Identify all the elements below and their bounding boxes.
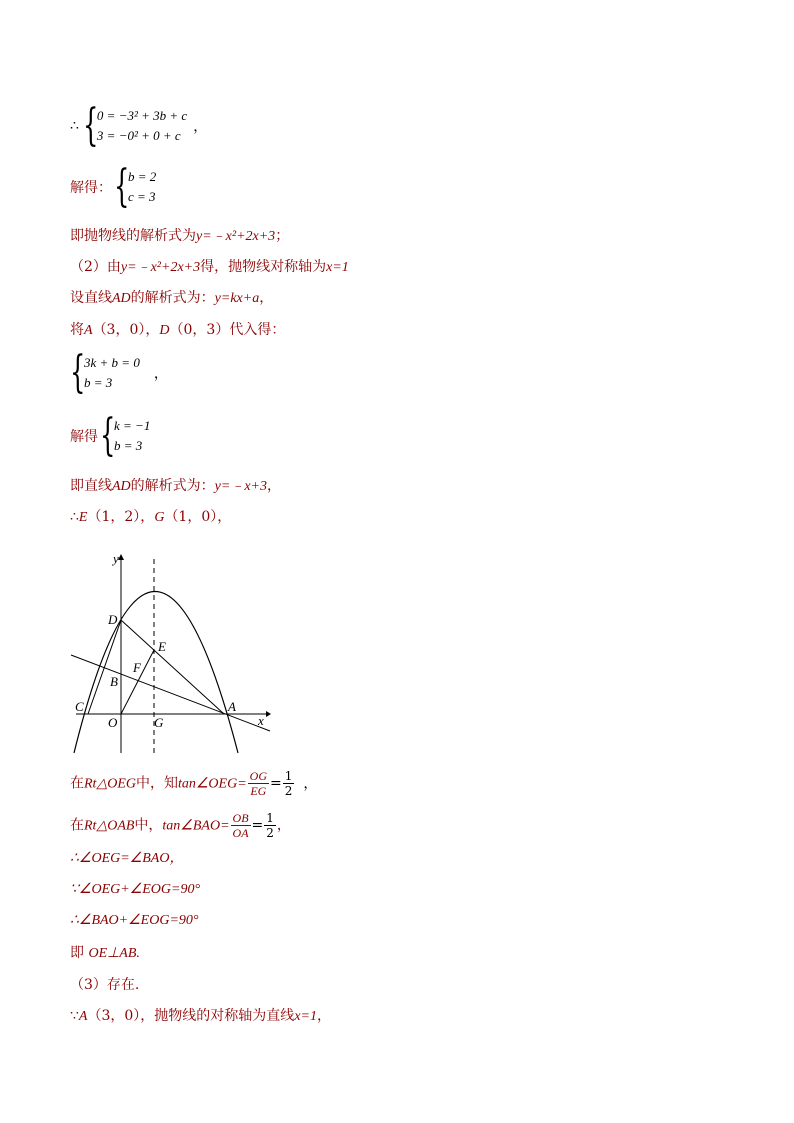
- parabola-formula-line: 即抛物线的解析式为y=﹣x²+2x+3；: [70, 228, 290, 244]
- line-ba: [71, 655, 270, 731]
- x-axis-arrow: [266, 711, 271, 717]
- angle-sum-line-2: ∴∠BAO+∠EOG=90°: [70, 913, 199, 928]
- equation-row: 0 = −3² + 3b + c: [96, 108, 188, 123]
- set-line-ad: 设直线AD的解析式为：y=kx+a，: [70, 290, 274, 306]
- label-c: C: [75, 699, 84, 714]
- part3-line: （3）存在.: [70, 977, 140, 993]
- geometry-figure: [66, 545, 281, 757]
- fraction-og-eg: $\frac{OG}{EG}$: [249, 769, 267, 798]
- label-x: x: [258, 713, 264, 728]
- angles-equal-line: ∴∠OEG=∠BAO，: [70, 851, 184, 866]
- substitute-line: 将A（3，0），D（0，3）代入得：: [70, 322, 286, 338]
- system-of-equations-1: ∴ { 0 = −3² + 3b + c 3 = −0² + 0 + c ，: [70, 100, 208, 151]
- solution-system-1: 解得： { b = 2 c = 3: [70, 161, 157, 212]
- label-y: y: [113, 551, 119, 566]
- part2-line: （2）由y=﹣x²+2x+3得，抛物线对称轴为x=1: [70, 259, 349, 275]
- tan-oeg-line: 在Rt△OEG中，知tan∠OEG= $\frac{OG}{EG}$ = $\frac{1}{2}$ ，: [70, 769, 318, 798]
- label-e: E: [158, 639, 166, 654]
- label-g: G: [154, 715, 164, 730]
- fraction-ob-oa: $\frac{OB}{OA}$: [232, 811, 249, 840]
- left-brace: {: [114, 161, 130, 212]
- equation-row: 3 = −0² + 0 + c: [96, 128, 181, 143]
- perpendicular-line: 即 OE⊥AB.: [70, 945, 140, 961]
- angle-sum-line-1: ∵∠OEG+∠EOG=90°: [70, 882, 201, 897]
- label-a: A: [228, 699, 236, 714]
- line-cd: [88, 620, 121, 714]
- tan-bao-line: 在Rt△OAB中，tan∠BAO= $\frac{OB}{OA}$ = $\frac{1}{2}$ ，: [70, 811, 291, 840]
- fraction-one-half: $\frac{1}{2}$: [266, 811, 274, 840]
- label-b: B: [110, 674, 118, 689]
- solution-system-2: 解得 { k = −1 b = 3: [70, 410, 151, 461]
- left-brace: {: [82, 100, 99, 151]
- left-brace: {: [100, 410, 116, 461]
- label-f: F: [133, 660, 141, 675]
- fraction-one-half: $\frac{1}{2}$: [284, 769, 293, 798]
- label-d: D: [108, 612, 118, 627]
- last-line: ∵A（3，0），抛物线的对称轴为直线x=1，: [70, 1008, 331, 1024]
- label-o: O: [108, 715, 118, 730]
- points-e-g-line: ∴E（1，2），G（1，0），: [70, 509, 232, 525]
- left-brace: {: [70, 347, 86, 398]
- system-of-equations-2: { 3k + b = 0 b = 3 ，: [70, 347, 168, 398]
- y-axis-arrow: [118, 554, 124, 560]
- line-ad-formula: 即直线AD的解析式为：y=﹣x+3，: [70, 478, 281, 494]
